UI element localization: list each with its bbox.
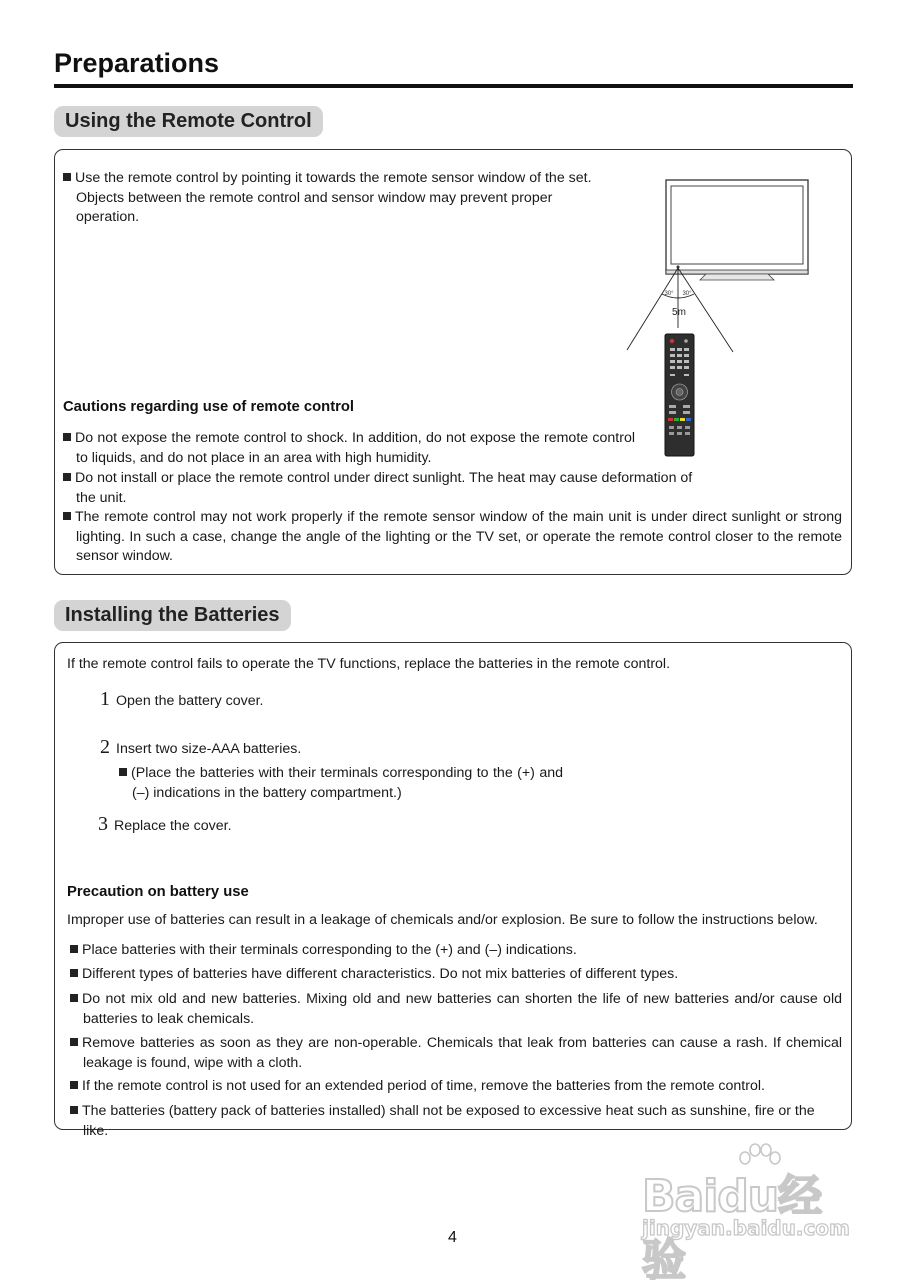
angle-right-label: 30° [682, 291, 692, 297]
bullet-icon [63, 433, 71, 441]
remote-control-icon [665, 334, 694, 456]
bullet-icon [119, 768, 127, 776]
section-tab-batteries: Installing the Batteries [54, 600, 291, 631]
step-2-note: (Place the batteries with their terminals corresponding to the (+) and (–) indications in the battery compartment.) [119, 764, 563, 803]
precaution-item: If the remote control is not used for an extended period of time, remove the batteries from the remote control. [70, 1077, 842, 1097]
bullet-icon [63, 173, 71, 181]
precaution-item: Remove batteries as soon as they are non-operable. Chemicals that leak from batteries can cause a rash. If chemical leakage is found, wipe with a cloth. [70, 1034, 842, 1073]
baidu-watermark [640, 1142, 855, 1280]
section-tab-remote: Using the Remote Control [54, 106, 323, 137]
remote-intro: Use the remote control by pointing it towards the remote sensor window of the set. Objects between the remote control and sensor window may prevent proper operation. [63, 169, 603, 228]
bullet-icon [63, 473, 71, 481]
step-3: 3 Replace the cover. [98, 813, 232, 835]
distance-label: 5m [672, 307, 686, 318]
caution-item: Do not install or place the remote control under direct sunlight. The heat may cause deformation of the unit. [63, 469, 693, 508]
angle-left-label: 30° [664, 291, 674, 297]
cautions-title: Cautions regarding use of remote control [63, 399, 355, 415]
page-title: Preparations [54, 48, 220, 78]
step-1: 1 Open the battery cover. [100, 688, 264, 710]
bullet-icon [63, 512, 71, 520]
page-number: 4 [448, 1229, 457, 1246]
bullet-icon [70, 945, 78, 953]
bullet-icon [70, 1106, 78, 1114]
precaution-item: Place batteries with their terminals corresponding to the (+) and (–) indications. [70, 941, 842, 961]
bullet-icon [70, 1038, 78, 1046]
caution-item: The remote control may not work properly if the remote sensor window of the main unit is under direct sunlight or strong lighting. In such a case, change the angle of the lighting or the TV set, or operate the remote control closer to the remote sensor window. [63, 508, 842, 567]
tv-remote-diagram [620, 178, 820, 463]
precaution-title: Precaution on battery use [67, 884, 249, 900]
battery-intro: If the remote control fails to operate the TV functions, replace the batteries in the remote control. [67, 656, 671, 672]
tv-icon [666, 180, 808, 280]
bullet-icon [70, 969, 78, 977]
bullet-icon [70, 994, 78, 1002]
title-rule [54, 84, 853, 88]
precaution-item: Different types of batteries have different characteristics. Do not mix batteries of different types. [70, 965, 842, 985]
caution-item: Do not expose the remote control to shock. In addition, do not expose the remote control to liquids, and do not place in an area with high humidity. [63, 429, 635, 468]
watermark-url: jingyan.baidu.com [642, 1216, 850, 1240]
step-number: 1 [100, 688, 110, 710]
watermark-logo: Baidu经验 [642, 1171, 822, 1280]
precaution-item: Do not mix old and new batteries. Mixing old and new batteries can shorten the life of new batteries and/or cause old batteries to leak chemicals. [70, 990, 842, 1029]
step-number: 2 [100, 736, 110, 758]
step-number: 3 [98, 813, 108, 835]
bullet-icon [70, 1081, 78, 1089]
precaution-item: The batteries (battery pack of batteries installed) shall not be exposed to excessive heat such as sunshine, fire or the like. [70, 1102, 842, 1141]
step-2: 2 Insert two size-AAA batteries. [100, 736, 302, 758]
precaution-intro: Improper use of batteries can result in a leakage of chemicals and/or explosion. Be sure to follow the instructions below. [67, 912, 818, 928]
